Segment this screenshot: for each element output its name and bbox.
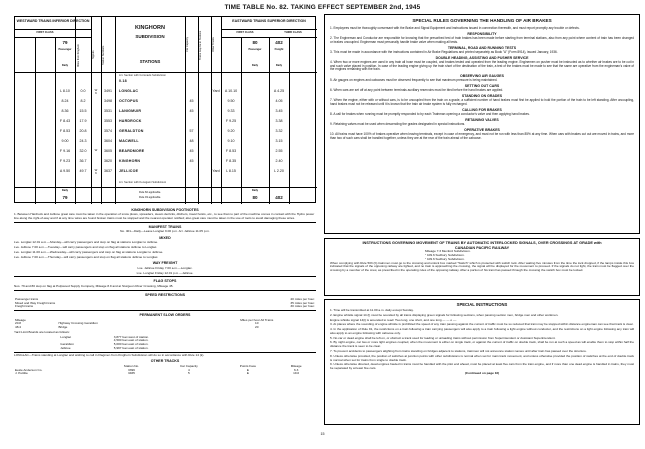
car-capacity: 45: [189, 99, 194, 103]
air-brake-rules: [324, 14, 640, 234]
mile: 24.3: [79, 139, 87, 143]
other-cell: E: [246, 371, 249, 376]
mixed-1: Lve. Longlac 12.01 a.m.—Monday—will carry passengers and stop on flag at stations Longlac to Jellicoe.: [14, 240, 159, 245]
car-capacity: 45: [189, 109, 194, 113]
list-item: 6. By night engine, car two or more light engines coupled, when the movement is either on single track, or against the current of traffic on double track, shall be run at such a speed as will enable them to stop within half the distance the track is seen to be clear.: [330, 340, 634, 349]
list-item: 3. At places where the sounding of engine whistle is prohibited the speed of any train passing against the current of traffic must be so reduced that train may be stopped within distance engineman can see that track is clear.: [330, 322, 634, 327]
yard-place: Longlac: [60, 334, 72, 339]
rule-5: 5. Air gauges on engines and cabooses must be observed frequently to see that maximum pressure is being maintained.: [330, 77, 498, 82]
yard-value: 5,997 feet east of station.: [113, 345, 149, 350]
signal: W K: [94, 88, 98, 96]
wayfreight-2: Lve. Longlac Friday 12.01 p.m.—Jellicoe.: [136, 270, 194, 275]
longlac-note: LONGLAC—Trains standing at Longlac and wishing to call in Flagmen from Kinghorn Subdivision will do so in accordance with Rule 14 (k).: [14, 352, 205, 357]
table-row: [59, 347, 240, 351]
station-number: 3531: [104, 109, 112, 113]
east-time: 9.50: [227, 99, 235, 103]
manifest-title: MANIFEST TRAINS: [148, 224, 182, 229]
station-name: KINGHORN: [119, 159, 141, 163]
east-time: F 8.53: [225, 149, 237, 153]
third-class-east: THIRD CLASS: [284, 31, 302, 34]
mixed-title: MIXED: [159, 236, 171, 241]
interlock-instructions: [324, 238, 640, 296]
mile: 49.7: [79, 169, 87, 173]
psg-mileage: 48.4: [15, 325, 22, 330]
station-name: LANIGMUIR: [119, 109, 142, 113]
other-tracks-table: [14, 365, 316, 376]
list-item: Mileage 7.3 Mexford Subdivision.: [425, 249, 471, 254]
interlock-railway: CANADIAN PACIFIC RAILWAY: [454, 245, 510, 250]
jct-note: Jct. Section with Coronado Subdivision: [119, 74, 167, 77]
stations-label: STATIONS: [139, 59, 161, 64]
signal: W K: [94, 168, 98, 176]
car-capacity: 57: [189, 129, 194, 133]
west-train-no: 79: [62, 40, 68, 45]
yard-value: 5,000 feet east of station.: [113, 342, 149, 347]
east-time-2: 2.55: [275, 149, 283, 153]
psg-speed: 20: [255, 325, 259, 330]
eastward-title: EASTWARD TRAINS SUPERIOR DIRECTION: [232, 19, 306, 23]
station-number: 3620: [104, 159, 112, 163]
list-item: 2. Engine whistle signal 14 (l) must be sounded by all trains displaying green signals for following sections, when passing section men, bridge men and other workmen.: [330, 312, 559, 317]
psg-mileage: 20.8: [15, 321, 22, 326]
mile: 8.2: [80, 99, 86, 103]
east-time-2: 3.15: [275, 139, 283, 143]
rule-3: 3. This must be made in accordance with the instructions contained in Air Brake Regulations and printed separately as Book "A" (Form 8914), issued January, 1936.: [330, 49, 558, 54]
list-item: 9. Unless otherwise directed, dead engines hauled in trains must be handled with the pilot end ahead, must be placed at least five cars from the train engine, and if more than one dead engine is handled in trains, they must be separated by at least five cars.: [330, 362, 634, 371]
rule-2: 2. The Engineman and Conductor are responsible for knowing that the prescribed test of train brakes has been made before starting from terminal stations, also from any point where content of train has been changed or brakes uncoupled. Engineman must personally handle brake valve when making all tests.: [330, 35, 634, 44]
yard-value: 4,500 feet east of station.: [113, 338, 149, 343]
footnotes-title: KINGHORN SUBDIVISION FOOTNOTES: [131, 208, 199, 212]
west-time: F 8.43: [59, 119, 71, 123]
signal: W: [94, 148, 98, 152]
east-time-2: 3.38: [275, 119, 283, 123]
rule-8: 8. A call for brakes when running must be promptly responded to by each Trainman opening a conductor's valve and then applying hand brakes.: [330, 111, 530, 116]
station-number: 3498: [104, 99, 112, 103]
list-item: " 109.6 Sudbury Subdivision.: [425, 253, 465, 258]
division-name: KINGHORN: [135, 25, 165, 31]
rule-4: 4. When two or more engines are used in any train all hose must be coupled, and brakes tested and operated from the leading engine. Enginemen on pusher must be instructed as to whether air brakes are to be cut in and such valve placed in position. In case of the leading engine giving up the train short of the destination of the train, a test of the brakes must be made to see that the same are operative from the engineman's valve of the engines remaining with the train.: [330, 59, 634, 72]
footnotes: [14, 206, 316, 376]
rule-heading: OBSERVING AIR GAUGES: [460, 73, 504, 78]
rule-heading: STANDING ON GRADES: [461, 94, 503, 99]
speed-value: 30 miles per hour.: [290, 304, 315, 309]
continued-note: (Continued on page 16): [464, 370, 500, 375]
yard-place: Geraldton: [60, 342, 74, 347]
first-class-west: FIRST CLASS: [36, 31, 54, 34]
speed-label: Mixed and Way Freight trains: [15, 300, 56, 305]
rule-6: 6. When cars are set off at any point between terminals auxiliary reservoirs must be bled before the hand brakes are applied.: [330, 87, 504, 92]
col-station-numbers: Station Numbers: [102, 45, 105, 65]
special-title: SPECIAL INSTRUCTIONS: [456, 302, 508, 307]
subdivision-label: SUBDIVISION: [135, 34, 165, 39]
speed-value: 40 miles per hour.: [290, 296, 315, 301]
west-train-days: Daily: [61, 64, 69, 67]
mile: 36.7: [79, 159, 87, 163]
east-train-no-2: 402: [275, 40, 283, 45]
rule-heading: RETAINING VALVES: [465, 118, 499, 123]
mile: 15.5: [79, 109, 87, 113]
station-name: 0.18: [119, 79, 127, 83]
east-time-2: 4.05: [275, 99, 283, 103]
yard-title: Yard Limit Boards are located as follows:: [14, 329, 70, 334]
east-time: F 8.35: [225, 159, 237, 163]
east-time-2: 2.40: [275, 159, 283, 163]
list-item: 7. To prevent accidents to passengers alighting from trains standing on bridges adjacent to stations, trainmen will not announce station names until after train has passed over the structure.: [330, 349, 587, 354]
car-capacity: 48: [189, 139, 194, 143]
first-class-east: FIRST CLASS: [236, 31, 254, 34]
station-name: LONGLAC: [119, 89, 139, 93]
footer-east-no: 80: [252, 195, 258, 200]
col-miles: Miles from Kinghorn: [77, 43, 80, 67]
west-time: F 9.23: [59, 159, 71, 163]
wayfreight-title: WAY FREIGHT: [152, 261, 178, 266]
psg-mileage: Mileage: [15, 317, 26, 322]
track: Yard: [212, 89, 220, 93]
yard-table: [59, 336, 240, 351]
east-train-days-2: Daily: [275, 64, 283, 67]
col-trains-meet: Trains may be in Stations: [199, 30, 202, 60]
other-head: Car Capacity: [179, 363, 198, 368]
psg-title: PERMANENT SLOW ORDERS: [139, 313, 191, 318]
east-train-type-1: Passenger: [248, 48, 262, 51]
station-number: 3604: [104, 139, 112, 143]
list-item: " 109.6 Sudbury Subdivision.: [425, 256, 465, 261]
rule-heading: SETTING OUT CARS: [464, 83, 500, 88]
list-item: 4. In the application of Rule 91, the restrictions on a train following a train carrying passengers will also apply to a train following a light engine without conductor, and the restrictions on a light engine following any train will also apply to an engine following with caboose only.: [330, 327, 634, 335]
rule-heading: RESPONSIBILITY: [467, 31, 497, 36]
other-cell: 3465: [128, 371, 135, 376]
station-name: HARDROCK: [119, 119, 142, 123]
west-time: F 9.16: [59, 149, 71, 153]
east-time-2: L 2.20: [274, 169, 284, 173]
station-number: 3574: [104, 129, 112, 133]
mile: 17.9: [79, 119, 87, 123]
speed-value: 35 miles per hour.: [290, 300, 315, 305]
mile: 32.0: [79, 149, 87, 153]
station-name: BEARDMORE: [119, 149, 145, 153]
east-train-days-1: Daily: [251, 64, 259, 67]
rule-heading: DOUBLE HEADING, ASSISTING AND PUSHER SERVICE: [435, 56, 529, 60]
footnote-1: 1. Between Hardrock and Jellicoe great care must be taken in the operation of snow plows, spreaders, steam derricks, ditchers, travel hoists, etc., to see that no part of the machine comes in contact with the Hydro power line along the right-of-way and if at any time wires are found broken trains must be stopped and the nearest operator notified; also great care must be taken in the use of tools to avoid damaging these wires.: [14, 212, 315, 221]
station-number: 3637: [104, 169, 112, 173]
west-time: F 8.53: [59, 129, 71, 133]
other-head: Mileage: [290, 363, 302, 368]
track: Yard: [212, 169, 220, 173]
other-head: Station No.: [123, 363, 140, 368]
station-number: 3605: [104, 149, 112, 153]
manifest-text: No. 401—Daily—Leave Longlac 9.00 p.m. Arr. Jellicoe 11.05 p.m.: [120, 229, 210, 234]
footer-west-no: 79: [62, 195, 68, 200]
slow-order-table: [14, 319, 316, 330]
yard-value: 3,877 feet west of station.: [113, 334, 149, 339]
west-time: A 9.50: [59, 169, 71, 173]
east-time: A 10.10: [224, 89, 238, 93]
psg-desc: Highway Crossing Geraldton: [58, 321, 98, 326]
mile: 0.0: [80, 89, 86, 93]
speed-label: Freight trains: [15, 304, 34, 309]
east-time: 9.10: [227, 139, 235, 143]
col-capacity: Car Capacity: [186, 37, 189, 53]
list-item: 5. No car or dead engine shall be left on, or obstruct a track used for loading or unloading trains without permission from Superintendent or Assistant Superintendent.: [330, 335, 556, 340]
list-item: Engine whistle signal 14(l) is amended to read: Two long, one short, and one long — — o —.: [330, 317, 457, 322]
page-number: 15: [320, 432, 325, 436]
interlock-title: INSTRUCTIONS GOVERNING MOVEMENT OF TRAINS BY AUTOMATIC INTERLOCKED SIGNALS, OVER CROSSINGS AT GRADE with: [362, 241, 602, 245]
west-time: 8.24: [61, 99, 69, 103]
rule-1: 1. Employees must be thoroughly conversant with the Brake and Signal Equipment and instructions issued in connection therewith, and must report promptly any trouble or defects.: [330, 25, 580, 30]
other-tracks-title: OTHER TRACKS: [150, 359, 180, 364]
other-cell: J. Pettitte: [15, 371, 28, 376]
mixed-2: Lve. Jellicoe 7.00 a.m.—Tuesday—will carry passengers and stop on flag all stations Jellicoe to Longlac.: [14, 245, 158, 250]
psg-speed: 10: [255, 321, 259, 326]
east-time-2: 3.45: [275, 109, 283, 113]
east-train-no-1: 80: [252, 40, 258, 45]
other-cell: E: [246, 367, 249, 372]
east-time: 9.20: [227, 129, 235, 133]
interlock-text: When complying with Rule 503 (b) trainmen must go to the crossing and unlock box marked "Switch" which is protected with switch lock. After waiting five minutes from the time the lock dropped, if the lamps inside this box indicated that the signals of the opposing railway are lighted, and no train is approaching the crossing, the signal will be displayed for the movement to proceed. If the signals do not light, the train must be flagged over the crossing by a member of the crew, as prescribed in the operating rules of the opposing railway. After a portion of his train has passed through the crossing the switch box must be locked.: [330, 260, 634, 273]
col-other-tracks: Other Tracks: [212, 37, 215, 53]
other-cell: 19.0: [293, 371, 300, 376]
other-cell: 4: [188, 367, 190, 372]
rule-heading: TERMINAL, ROAD AND RUNNING TESTS: [447, 45, 517, 50]
flagstops-text: Nos. 79 and 80 stop on flag at Pulpwood Supply Company, Mileage 8.9 and at Sturgeon River Crossing, Mileage 45.: [14, 283, 174, 288]
west-time: 9.00: [61, 139, 69, 143]
east-train-type-2: Freight: [274, 48, 284, 51]
other-cell: Eesle Anderson Co.: [15, 367, 43, 372]
east-time-2: 3.32: [275, 129, 283, 133]
east-time-2: A 4.25: [273, 89, 285, 93]
footer-west-days: Daily: [61, 189, 69, 192]
footer-note-2: Rule 93 applicable.: [138, 196, 162, 199]
footer-east-no2: 402: [275, 195, 283, 200]
westward-title: WESTWARD TRAINS INFERIOR DIRECTION: [16, 19, 90, 23]
east-time: F 9.25: [225, 119, 237, 123]
other-cell: 5: [188, 371, 190, 376]
speed-table: [14, 298, 316, 309]
special-instructions: [324, 299, 640, 425]
mile: 20.8: [79, 129, 87, 133]
yard-place: Jellicoe: [60, 345, 71, 350]
wayfreight-1: Lve. Jellicoe Friday 7.00 a.m.—Longlac.: [137, 265, 193, 270]
car-capacity: 45: [189, 159, 194, 163]
station-name: OCTOPUS: [119, 99, 139, 103]
west-time: L 8.10: [60, 89, 70, 93]
psg-head: Miles per hour All Trains: [240, 317, 274, 322]
list-item: 8. Unless otherwise provided, the position of switches at junction points with other subdivisions is normal when set for main track movement, and unless otherwise provided the position of switches at the end of double track is normal when set for trains from single to double track.: [330, 353, 634, 362]
west-train-type: Passenger: [58, 48, 72, 51]
east-time: 9.33: [227, 109, 235, 113]
station-number: 3491: [104, 89, 112, 93]
mixed-4: Lve. Jellicoe 7.00 a.m.—Thursday—will carry passengers and stop on flag all stations Jellicoe to Longlac.: [14, 254, 159, 259]
jct-kenogami: Jct. Section with Kenogami Subdivision: [119, 181, 167, 184]
other-cell: 6.3: [293, 367, 299, 372]
rule-heading: CALLING FOR BRAKES: [462, 107, 502, 112]
footer-note-1: Rule 82 applicable.: [138, 191, 162, 194]
rule-7: 7. When the engine, either with or without cars, is to be uncoupled from the train on a grade, a sufficient number of hand brakes must first be applied to hold the portion of the train to be left standing. After uncoupling, hand brakes must not be released until it is known that the train air brake system is fully recharged.: [330, 97, 634, 106]
other-cell: 3399: [128, 367, 135, 372]
col-signals: Signals: [92, 50, 95, 60]
car-capacity: 45: [189, 149, 194, 153]
station-name: GERALDTON: [119, 129, 144, 133]
other-head: Points Face: [239, 363, 257, 368]
west-time: 8.36: [61, 109, 69, 113]
rule-10: 10. All trains must have 100% of brakes operative when leaving terminals, except in case of emergency, and must not be run with less than 85% at any time. When cars with brakes cut out are moved in trains, and more than two of such cars shall be handled together, unless they are at the rear of the train ahead of the caboose.: [330, 131, 634, 140]
station-number: 3553: [104, 119, 112, 123]
footer-east-days: Daily: [251, 189, 259, 192]
rules-title: SPECIAL RULES GOVERNING THE HANDLING OF AIR BRAKES: [412, 18, 552, 23]
mixed-3: Lve. Longlac 11.00 a.m.—Wednesday—will carry passengers and stop on flag at stations Longlac to Jellicoe.: [14, 249, 164, 254]
table-row: [14, 305, 316, 309]
station-name: JELLICOE: [119, 169, 139, 173]
timetable: [14, 16, 316, 203]
rule-heading: OPERATIVE BRAKES: [464, 128, 500, 133]
table-row: [14, 372, 316, 376]
east-time: L 8.15: [226, 169, 236, 173]
station-name: MACWELL: [119, 139, 139, 143]
page-header: TIME TABLE No. 82. TAKING EFFECT SEPTEMBER 2nd, 1945: [224, 4, 421, 11]
speed-label: Passenger trains: [15, 296, 39, 301]
flagstops-title: FLAG STOPS: [153, 279, 177, 284]
speed-title: SPEED RESTRICTIONS: [145, 292, 185, 297]
rule-9: 9. Retaining valves must be used when descending the grades designated in special instructions.: [330, 121, 466, 126]
psg-desc: Bridge: [58, 325, 68, 330]
list-item: 1. Time will be transmitted at 11.00 a.m. daily except Sunday.: [330, 308, 414, 313]
